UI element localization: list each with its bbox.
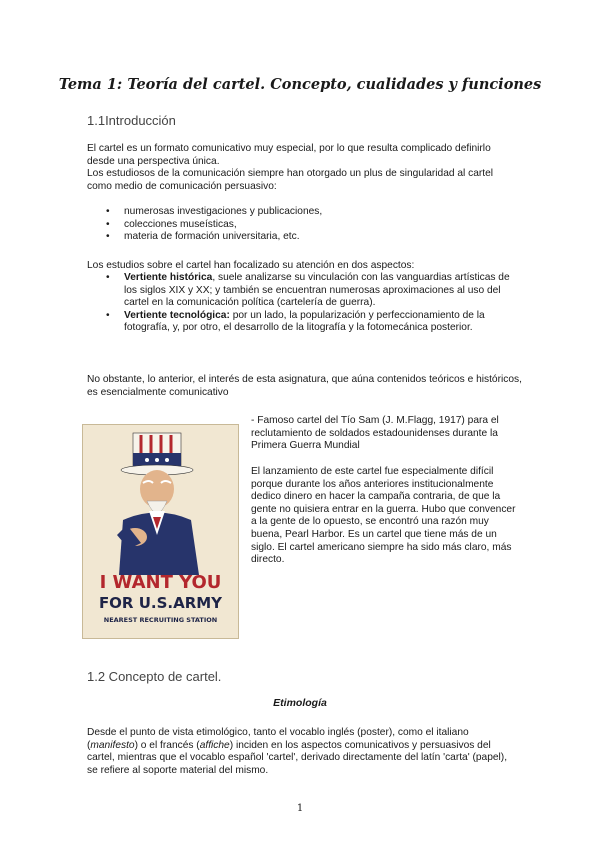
page-number: 1 [296,803,304,814]
etymology-text-end: ) inciden en los aspectos comunicativos y persuasivos del cartel, mientras que el vocablo español 'cartel', derivado directamente del latín 'carta' (papel), se refiere al soporte material del mismo. [87,739,508,776]
etymology-paragraph [87,727,519,777]
section-heading-intro: 1.1Introducción [87,113,176,128]
intro-paragraph-1: El cartel es un formato comunicativo muy especial, por lo que resulta complicado definirlo desde una perspectiva única. [87,143,491,167]
list-item: • colecciones museísticas, [106,219,506,232]
uncle-sam-poster-image [82,424,239,639]
poster-line-2: FOR U.S.ARMY [98,594,223,612]
term-manifesto: manifesto [90,739,135,751]
poster-caption: - Famoso cartel del Tío Sam (J. M.Flagg, 1917) para el reclutamiento de soldados estadounidenses durante la Primera Guerra Mundial [251,415,499,452]
list-item: • materia de formación universitaria, etc. [106,231,506,244]
poster-line-3: NEAREST RECRUITING STATION [103,616,218,624]
subheading-etimologia: Etimología [273,697,327,709]
poster-line-1: I WANT YOU [99,572,222,593]
poster-description: El lanzamiento de este cartel fue especialmente difícil porque durante los años anteriores institucionalmente dedico dinero en hacer la campaña contraria, de que la gente no quisiera entrar en la guerra. Hubo que convencer a la gente de lo opuesto, se encontró una razón muy buena, Pearl Harbor. Es un cartel que tiene más de un siglo. El cartel americano siempre ha sido más claro, más directo. [251,466,516,566]
list-item: • numerosas investigaciones y publicaciones, [106,206,506,219]
intro-paragraph-3: Los estudios sobre el cartel han focalizado su atención en dos aspectos: [87,260,415,271]
etymology-text-mid: ) o el francés ( [134,739,200,751]
intro-bullet-list [106,206,506,244]
intro-paragraph-4: No obstante, lo anterior, el interés de esta asignatura, que aúna contenidos teóricos e históricos, es esencialmente comunicativo [87,374,522,398]
aspect-text: , suele analizarse su vinculación con las vanguardias artísticas de los siglos XIX y XX; y también se encuentran numerosas aproximaciones al uso del cartel en la comunicación política (cartelería de guerra). [124,272,510,309]
etymology-text-start: Desde el punto de vista etimológico, tanto el vocablo inglés (poster), como el italiano ( [87,727,469,751]
page-title: Tema 1: Teoría del cartel. Concepto, cualidades y funciones [58,76,542,93]
intro-paragraph-2: Los estudiosos de la comunicación siempre han otorgado un plus de singularidad al cartel como medio de comunicación persuasivo: [87,168,494,192]
aspect-label: Vertiente tecnológica: [124,309,230,321]
aspect-label: Vertiente histórica [124,272,213,283]
list-item [106,310,510,335]
list-item [106,272,510,310]
term-affiche: affiche [199,739,230,751]
aspect-text: por un lado, la popularización y perfeccionamiento de la fotografía, y, por otro, el desarrollo de la litografía y la fotomecánica posterior. [124,309,485,334]
section-heading-concept: 1.2 Concepto de cartel. [87,669,222,684]
aspects-list [106,272,510,335]
